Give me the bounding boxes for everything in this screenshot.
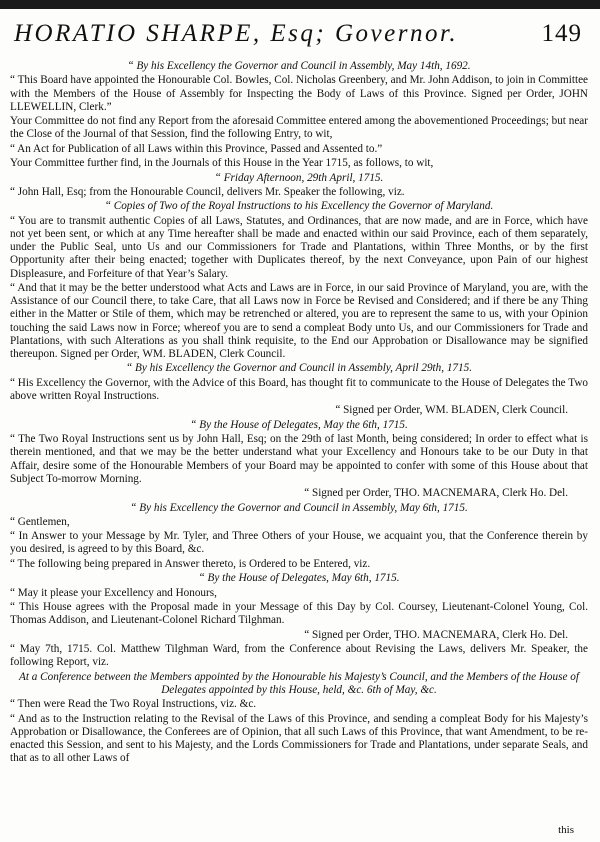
paragraph: “ Gentlemen, <box>10 515 70 528</box>
paragraph: “ This Board have appointed the Honourable Col. Bowles, Col. Nicholas Greenbery, and Mr. John Addison, to join in Committee with the Members of the House of Assembly for Inspecting the Body of Laws of this Province. Signed per Order, JOHN LLEWELLIN, Clerk.” <box>10 74 588 113</box>
paragraph: “ By his Excellency the Governor and Council in Assembly, May 6th, 1715. <box>130 501 468 514</box>
paragraph: At a Conference between the Members appointed by the Honourable his Majesty’s Council, and the Members of the House of Delegates appointed by this House, held, &c. 6th of May, &c. <box>19 670 579 696</box>
paragraph: “ May it please your Excellency and Honours, <box>10 586 217 599</box>
body-text <box>10 60 588 820</box>
paragraph: “ Friday Afternoon, 29th April, 1715. <box>214 171 384 184</box>
page-header <box>14 16 582 52</box>
paragraph: “ By the House of Delegates, May the 6th, 1715. <box>190 418 408 431</box>
paragraph: “ Signed per Order, WM. BLADEN, Clerk Council. <box>335 404 568 417</box>
paragraph: “ The Two Royal Instructions sent us by John Hall, Esq; on the 29th of last Month, being considered; In order to effect what is therein mentioned, and that we may be the better understand what your Excellency and Honours take to be our Duty in that Affair, desire some of the Honourable Members of your Board may be appointed to confer with some of this House about that Subject To-morrow Morning. <box>10 433 588 485</box>
paragraph: “ John Hall, Esq; from the Honourable Council, delivers Mr. Speaker the following, viz. <box>10 185 405 198</box>
paragraph: “ By the House of Delegates, May 6th, 1715. <box>198 572 400 585</box>
paragraph: “ You are to transmit authentic Copies of all Laws, Statutes, and Ordinances, that are now made, and are in Force, which have not yet been sent, or which at any Time hereafter shall be made and enacted within our said Province, each of them separately, under the Public Seal, unto Us and our Commissioners for Trade and Plantations, within Three Months, or by the first Opportunity after their being enacted; together with Duplicates thereof, by the next Conveyance, upon Pain of our highest Displeasure, and Forfeiture of that Year’s Salary. <box>10 214 588 280</box>
paragraph: “ By his Excellency the Governor and Council in Assembly, May 14th, 1692. <box>127 60 471 72</box>
paragraph: “ This House agrees with the Proposal made in your Message of this Day by Col. Coursey, Lieutenant-Colonel Young, Col. Thomas Addison, and Lieutenant-Colonel Richard Tilghman. <box>10 601 588 627</box>
paragraph: “ Signed per Order, THO. MACNEMARA, Clerk Ho. Del. <box>304 628 568 641</box>
paragraph: “ Then were Read the Two Royal Instructions, viz. &c. <box>10 698 257 711</box>
paragraph: “ Copies of Two of the Royal Instructions to his Excellency the Governor of Maryland. <box>104 200 494 213</box>
catchword: this <box>558 824 574 836</box>
paragraph: “ Signed per Order, THO. MACNEMARA, Clerk Ho. Del. <box>304 487 568 500</box>
paragraph: “ And that it may be the better understood what Acts and Laws are in Force, in our said Province of Maryland, you are, with the Assistance of our Council there, to take Care, that all Laws now in Force be Revised and Considered; and if there be any Thing either in the Matter or Stile of them, which may be retrenched or altered, you are to represent the same to us, with your Opinion touching the said Laws now in Force; whereof you are to send a compleat Body unto Us, and our Commissioners for Trade and Plantations, with such Alterations as you shall think requisite, to the End our Approbation or Disallowance may be signified thereupon. Signed per Order, WM. BLADEN, Clerk Council. <box>10 281 588 360</box>
scan-top-edge <box>0 0 600 9</box>
running-title: HORATIO SHARPE, Esq; Governor. <box>14 20 459 47</box>
paragraph: Your Committee do not find any Report from the aforesaid Committee entered among the abovementioned Proceedings; but near the Close of the Journal of that Session, find the following Entry, to wit, <box>10 115 588 141</box>
paragraph: “ And as to the Instruction relating to the Revisal of the Laws of this Province, and sending a compleat Body for his Majesty’s Approbation or Disallowance, the Conferees are of Opinion, that all such Laws of this Province, that want Amendment, to be re-enacted this Session, and sent to his Majesty, and the Lords Commissioners for Trade and Plantations, under separate Seals, and that as to all other Laws of <box>10 712 588 765</box>
paragraph: “ In Answer to your Message by Mr. Tyler, and Three Others of your House, we acquaint you, that the Conference therein by you desired, is agreed to by this Board, &c. <box>10 530 588 556</box>
paragraph: “ By his Excellency the Governor and Council in Assembly, April 29th, 1715. <box>125 362 473 375</box>
paragraph: “ An Act for Publication of all Laws within this Province, Passed and Assented to.” <box>10 142 383 155</box>
paragraph: “ May 7th, 1715. Col. Matthew Tilghman Ward, from the Conference about Revising the Laws, delivers Mr. Speaker, the following Report, viz. <box>10 643 588 669</box>
paragraph: “ His Excellency the Governor, with the Advice of this Board, has thought fit to communicate to the House of Delegates the Two above written Royal Instructions. <box>10 376 588 402</box>
paragraph: Your Committee further find, in the Journals of this House in the Year 1715, as follows, to wit, <box>10 157 434 170</box>
page-number: 149 <box>541 20 582 47</box>
paragraph: “ The following being prepared in Answer thereto, is Ordered to be Entered, viz. <box>10 557 371 570</box>
